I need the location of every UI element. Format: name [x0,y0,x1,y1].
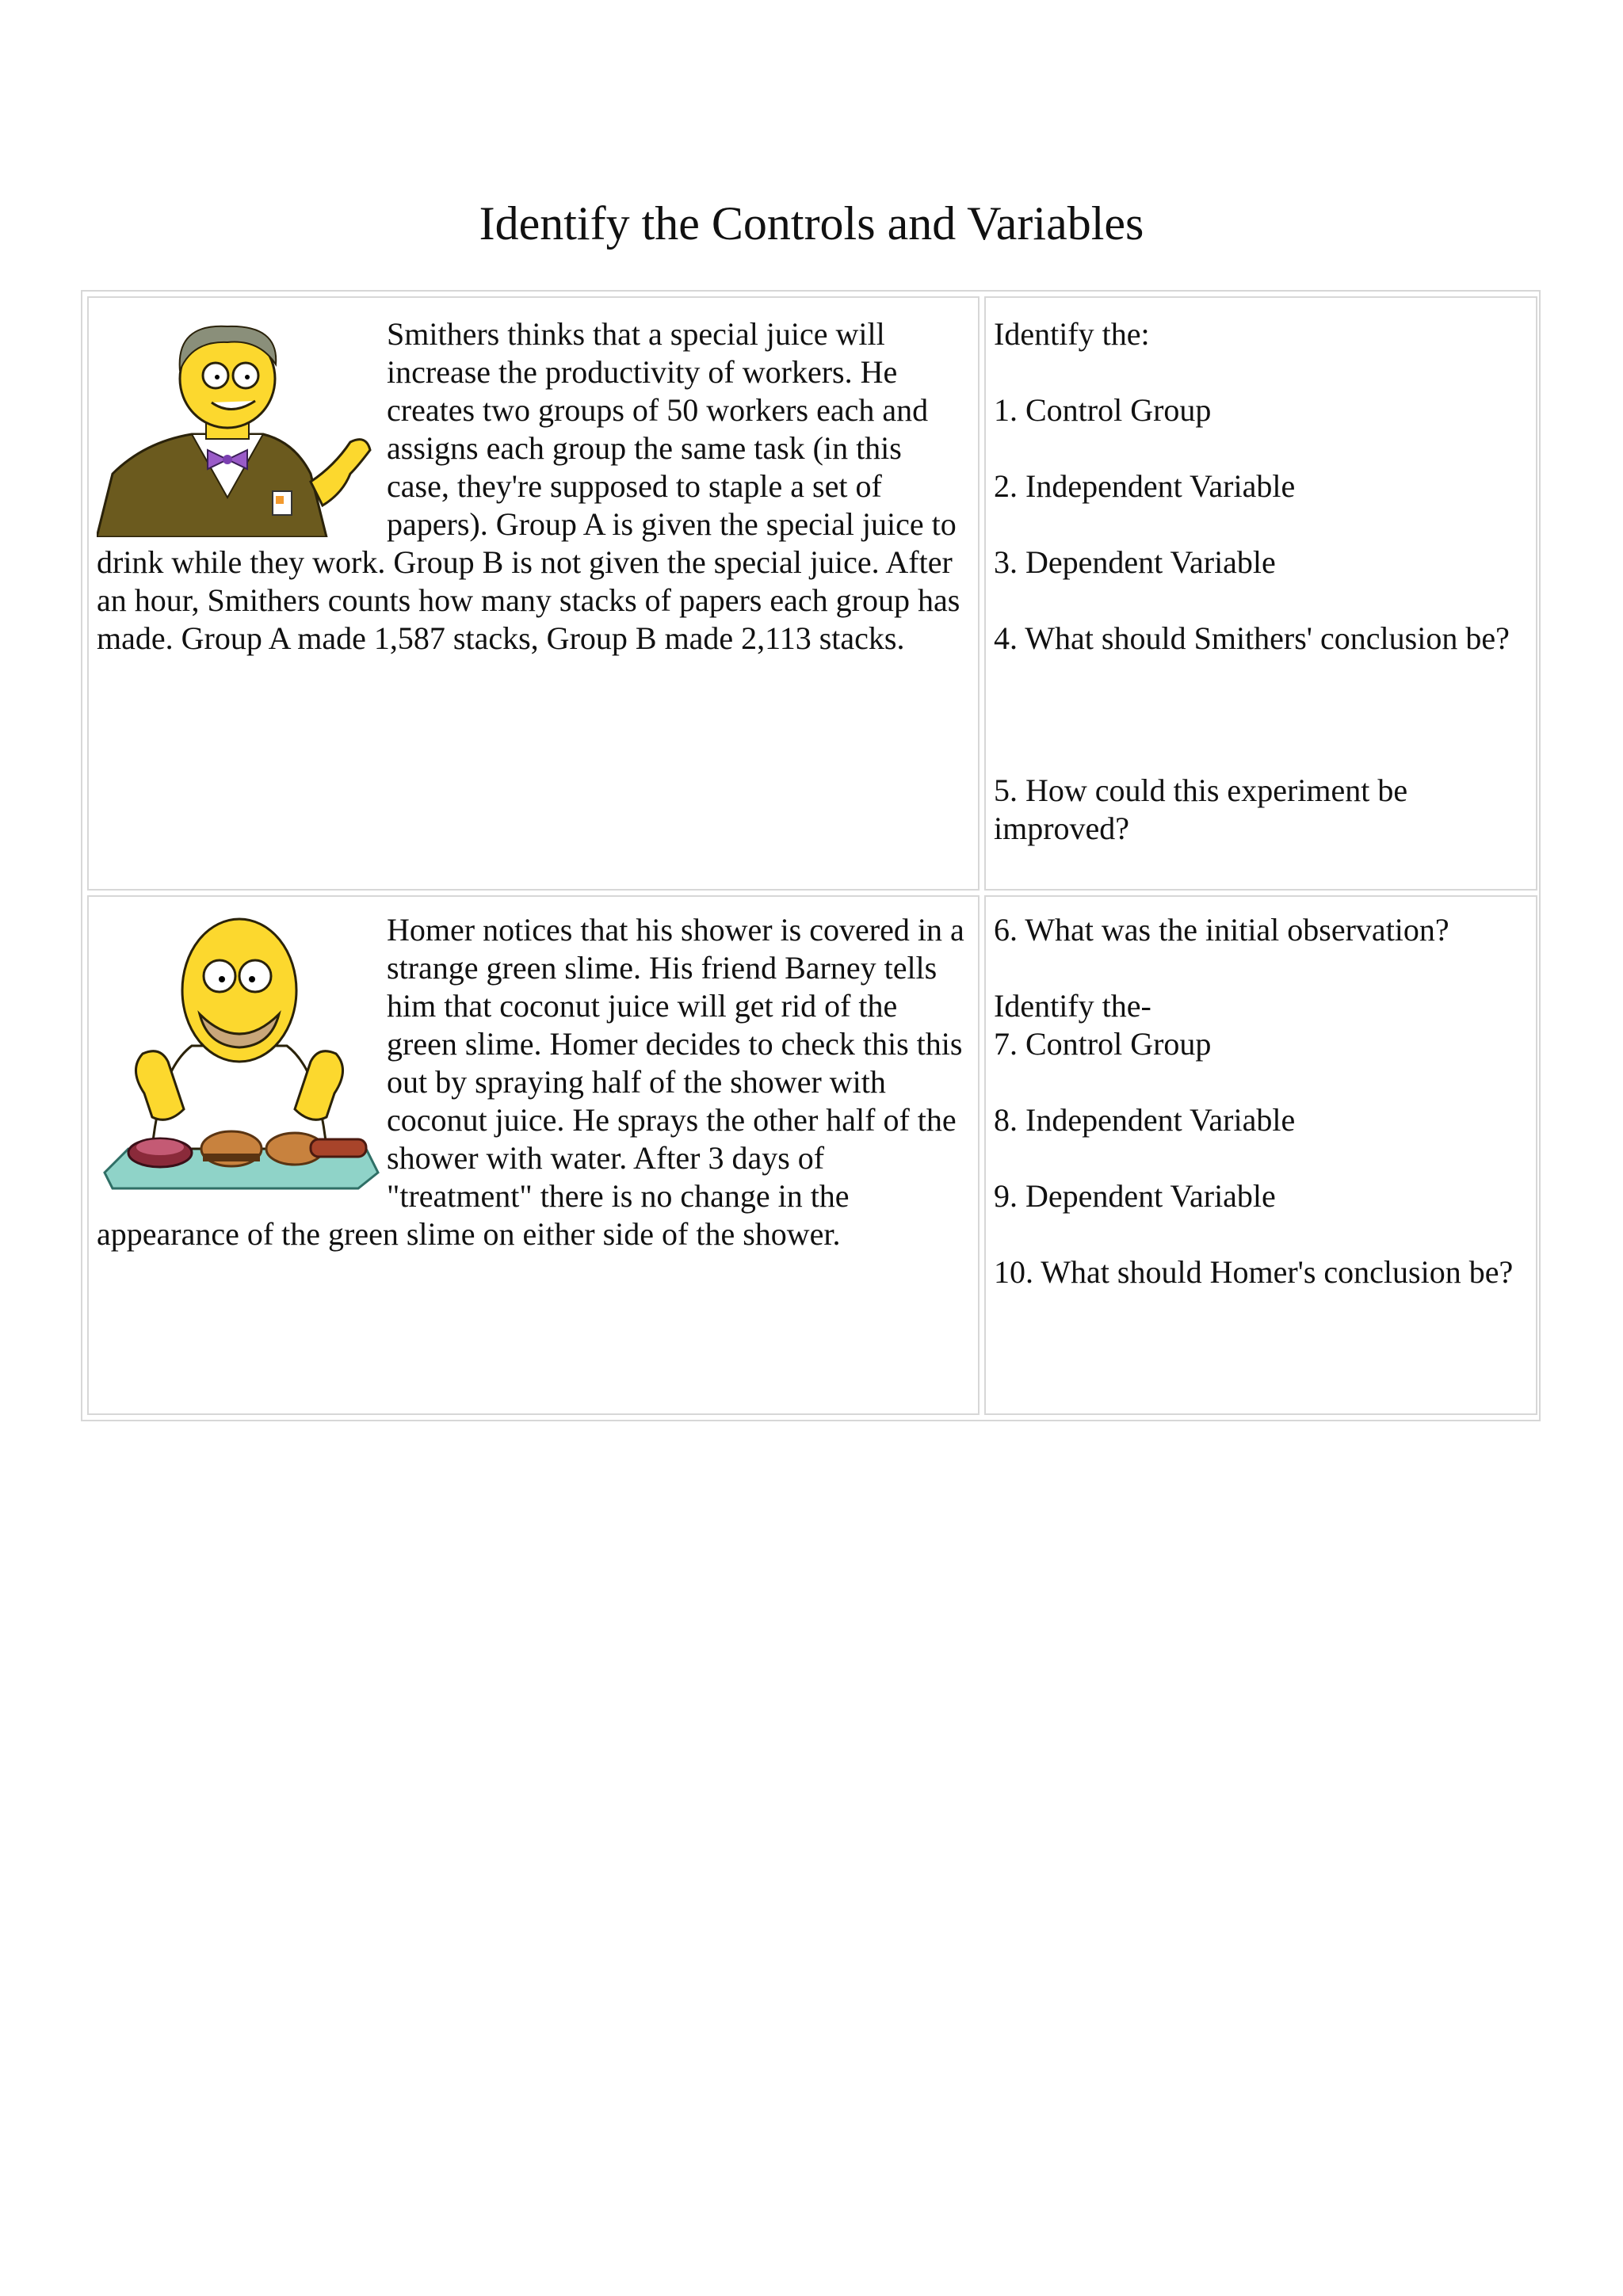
question-2: 2. Independent Variable [994,468,1296,504]
scenario-1-story-cell [87,296,980,891]
worksheet-table [81,290,1541,1421]
smithers-illustration-icon [97,315,382,537]
question-10: 10. What should Homer's conclusion be? [994,1254,1514,1290]
scenario-2-intro: Identify the- [994,988,1151,1024]
page-title: Identify the Controls and Variables [479,197,1144,250]
question-3: 3. Dependent Variable [994,544,1276,580]
question-5: 5. How could this experiment be improved? [994,772,1416,846]
scenario-1-text: Smithers thinks that a special juice will increase the productivity of workers. He creates two groups of 50 workers each and assigns each group the same task (in this case, they're supposed to staple a set of papers). Group A is given the special juice to drink while they work. Group B is not given the special juice. After an hour, Smithers counts how many stacks of papers each group has made. Group A made 1,587 stacks, Group B made 2,113 stacks. [97,316,960,656]
homer-illustration-icon [97,911,382,1209]
question-1: 1. Control Group [994,392,1212,428]
scenario-2-questions-cell [984,895,1537,1415]
question-6: 6. What was the initial observation? [994,912,1449,948]
scenario-1-intro: Identify the: [994,316,1150,352]
question-9: 9. Dependent Variable [994,1178,1276,1214]
scenario-2-text: Homer notices that his shower is covered in a strange green slime. His friend Barney tells him that coconut juice will get rid of the green slime. Homer decides to check this this out by spraying half of the shower with coconut juice. He sprays the other half of the shower with water. After 3 days of "treatment" there is no change in the appearance of the green slime on either side of the shower. [97,912,964,1252]
question-7: 7. Control Group [994,1026,1212,1062]
scenario-2-story-cell [87,895,980,1415]
question-8: 8. Independent Variable [994,1102,1296,1138]
question-4: 4. What should Smithers' conclusion be? [994,620,1510,656]
scenario-1-questions-cell [984,296,1537,891]
